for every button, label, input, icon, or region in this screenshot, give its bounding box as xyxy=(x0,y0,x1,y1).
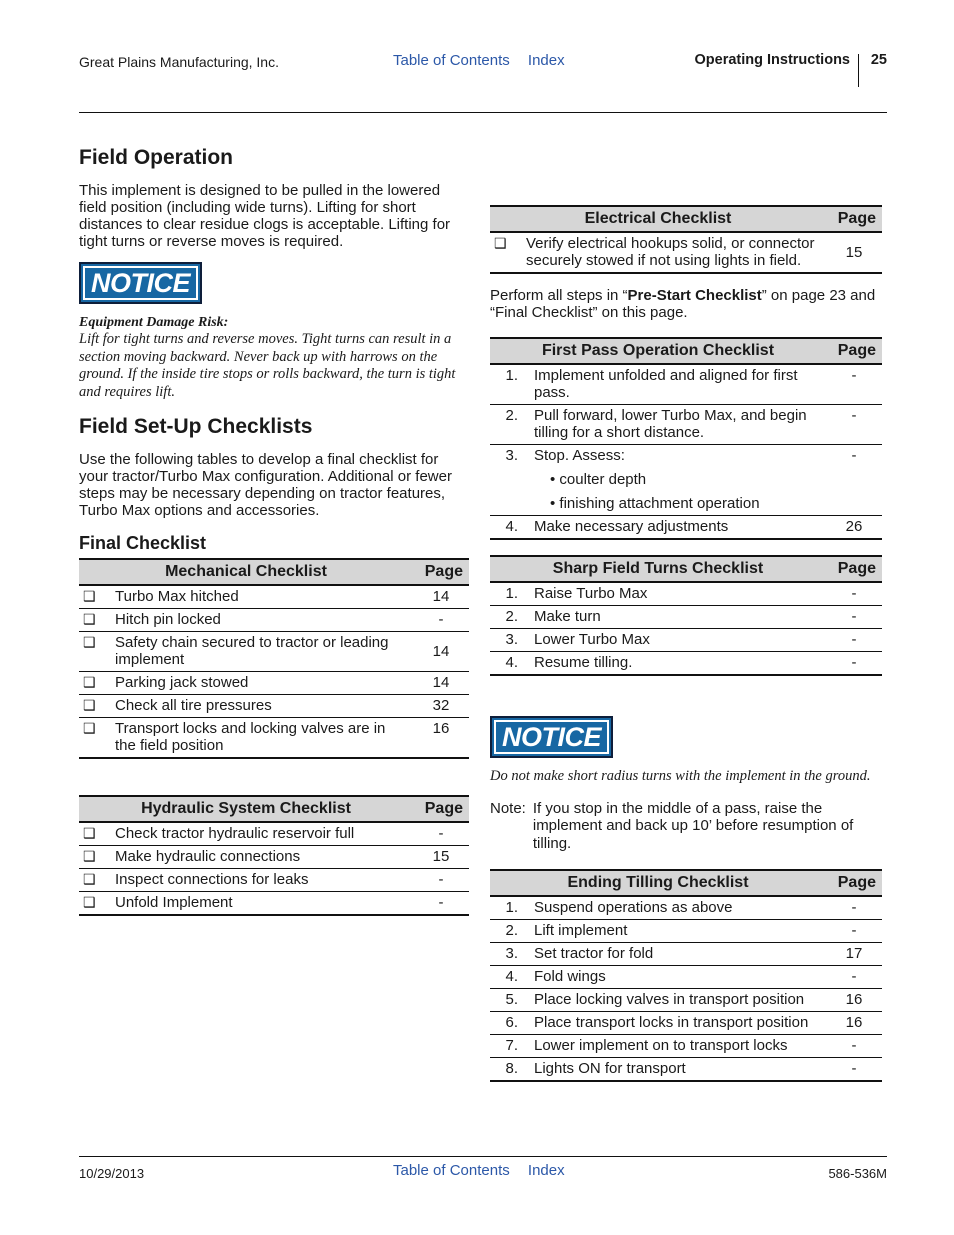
step-number: 8. xyxy=(490,1058,530,1082)
step-text: Fold wings xyxy=(530,966,826,989)
step-number: 1. xyxy=(490,896,530,920)
page-ref: 14 xyxy=(413,672,469,695)
table-row xyxy=(490,989,882,1012)
table-row xyxy=(79,822,469,846)
page-ref: - xyxy=(826,966,882,989)
table-row xyxy=(490,943,882,966)
sharp-turns-checklist-header: Sharp Field Turns Checklist xyxy=(490,556,826,582)
electrical-checklist-header: Electrical Checklist xyxy=(490,206,826,232)
table-row xyxy=(79,718,469,759)
checkbox-icon[interactable]: ❑ xyxy=(79,632,111,672)
table-row xyxy=(490,920,882,943)
checkbox-icon[interactable]: ❑ xyxy=(79,822,111,846)
step-text: Suspend operations as above xyxy=(530,896,826,920)
step-number: 4. xyxy=(490,652,530,676)
step-number: 2. xyxy=(490,920,530,943)
page-ref: 26 xyxy=(826,516,882,540)
page-ref: - xyxy=(826,652,882,676)
step-text: Make turn xyxy=(530,606,826,629)
page-header xyxy=(79,50,887,90)
step-number: 3. xyxy=(490,943,530,966)
step-text: Place transport locks in transport position xyxy=(530,1012,826,1035)
item-text: Check tractor hydraulic reservoir full xyxy=(111,822,413,846)
checkbox-icon[interactable]: ❑ xyxy=(79,695,111,718)
mechanical-checklist-table xyxy=(79,558,469,759)
step-text: Raise Turbo Max xyxy=(530,582,826,606)
notice-text: Do not make short radius turns with the implement in the ground. xyxy=(490,768,871,784)
table-row xyxy=(490,445,882,516)
page-number: 25 xyxy=(870,52,887,68)
table-row xyxy=(79,869,469,892)
hydraulic-checklist-table xyxy=(79,795,469,916)
table-row xyxy=(490,582,882,606)
table-row xyxy=(490,966,882,989)
page-ref: - xyxy=(826,920,882,943)
page-ref: - xyxy=(413,869,469,892)
left-column xyxy=(79,146,469,916)
table-row xyxy=(490,896,882,920)
note-text: If you stop in the middle of a pass, raise the implement and back up 10’ before resumption of tilling. xyxy=(532,799,854,852)
step-number: 3. xyxy=(490,629,530,652)
checkbox-icon[interactable]: ❑ xyxy=(79,869,111,892)
step-text: Lower Turbo Max xyxy=(530,629,826,652)
table-row xyxy=(490,606,882,629)
electrical-checklist-table xyxy=(490,205,882,274)
item-text: Unfold Implement xyxy=(111,892,413,916)
step-number: 4. xyxy=(490,966,530,989)
field-operation-body: This implement is designed to be pulled in the lowered field position (including wide turns). Lifting for short distances to clear residue clogs is acceptable. Lifting for tight turns or reverse moves is required. xyxy=(79,182,451,250)
note-block xyxy=(490,800,882,853)
item-text: Check all tire pressures xyxy=(111,695,413,718)
page-column-header: Page xyxy=(826,338,882,364)
notice-label: NOTICE xyxy=(83,266,198,300)
table-row xyxy=(79,846,469,869)
section-title: Operating Instructions xyxy=(694,52,850,68)
page-ref: 15 xyxy=(413,846,469,869)
first-pass-checklist-table xyxy=(490,337,882,540)
page-ref: - xyxy=(413,822,469,846)
header-divider xyxy=(858,54,859,87)
footer-date: 10/29/2013 xyxy=(79,1166,145,1181)
step-text: Place locking valves in transport position xyxy=(530,989,826,1012)
footer-rule xyxy=(79,1156,887,1157)
page-ref: - xyxy=(826,1035,882,1058)
mechanical-checklist-header: Mechanical Checklist xyxy=(79,559,413,585)
document-number: 586-536M xyxy=(828,1166,887,1181)
page-ref: 15 xyxy=(826,232,882,273)
checkbox-icon[interactable]: ❑ xyxy=(79,892,111,916)
page-column-header: Page xyxy=(413,796,469,822)
page-footer xyxy=(79,1156,887,1181)
page-ref: 16 xyxy=(826,1012,882,1035)
step-text: Lift implement xyxy=(530,920,826,943)
table-row xyxy=(490,232,882,273)
item-text: Hitch pin locked xyxy=(111,609,413,632)
step-number: 2. xyxy=(490,606,530,629)
table-row xyxy=(490,405,882,445)
index-link[interactable]: Index xyxy=(527,1162,565,1179)
page-ref: - xyxy=(413,609,469,632)
page-column-header: Page xyxy=(826,556,882,582)
step-text: Pull forward, lower Turbo Max, and begin tilling for a short distance. xyxy=(530,405,826,445)
item-text: Inspect connections for leaks xyxy=(111,869,413,892)
page-ref: - xyxy=(826,629,882,652)
page-column-header: Page xyxy=(826,870,882,896)
step-number: 6. xyxy=(490,1012,530,1035)
step-text: Implement unfolded and aligned for first pass. xyxy=(530,364,826,405)
step-number: 3. xyxy=(490,445,530,516)
page-ref: - xyxy=(826,405,882,445)
item-text: Make hydraulic connections xyxy=(111,846,413,869)
table-row xyxy=(490,1012,882,1035)
item-text: Parking jack stowed xyxy=(111,672,413,695)
page-ref: 16 xyxy=(413,718,469,759)
table-row xyxy=(79,892,469,916)
step-text: Make necessary adjustments xyxy=(530,516,826,540)
index-link[interactable]: Index xyxy=(527,52,565,69)
table-row xyxy=(79,585,469,609)
table-row xyxy=(490,629,882,652)
item-text: Safety chain secured to tractor or leading implement xyxy=(111,632,413,672)
right-column xyxy=(490,205,882,1082)
table-row xyxy=(490,652,882,676)
step-text: Lights ON for transport xyxy=(530,1058,826,1082)
item-text: Turbo Max hitched xyxy=(111,585,413,609)
header-rule xyxy=(79,112,887,113)
field-operation-title: Field Operation xyxy=(79,146,234,169)
step-number: 5. xyxy=(490,989,530,1012)
checkbox-icon[interactable]: ❑ xyxy=(79,846,111,869)
setup-body: Use the following tables to develop a final checklist for your tractor/Turbo Max configuration. Additional or fewer steps may be necessary depending on tractor features, Turbo Max options and accessories. xyxy=(79,451,452,519)
step-number: 2. xyxy=(490,405,530,445)
header-links xyxy=(393,52,579,69)
sharp-turns-checklist-table xyxy=(490,555,882,676)
table-row xyxy=(79,672,469,695)
step-cell xyxy=(530,445,826,516)
item-text: Verify electrical hookups solid, or connector securely stowed if not using lights in field. xyxy=(522,232,826,273)
step-text: Resume tilling. xyxy=(530,652,826,676)
page-ref: 32 xyxy=(413,695,469,718)
first-pass-checklist-header: First Pass Operation Checklist xyxy=(490,338,826,364)
table-row xyxy=(79,609,469,632)
page-ref: 17 xyxy=(826,943,882,966)
table-row xyxy=(79,632,469,672)
bullet-text: finishing attachment operation xyxy=(559,495,760,512)
notice-badge xyxy=(79,262,202,304)
perform-steps-text xyxy=(490,287,882,321)
page-column-header: Page xyxy=(413,559,469,585)
page-ref: - xyxy=(413,892,469,916)
table-row xyxy=(79,695,469,718)
bullet-text: coulter depth xyxy=(559,471,647,488)
checkbox-icon[interactable]: ❑ xyxy=(79,609,111,632)
table-row xyxy=(490,1035,882,1058)
hydraulic-checklist-header: Hydraulic System Checklist xyxy=(79,796,413,822)
ending-tilling-checklist-table xyxy=(490,869,882,1082)
step-number: 1. xyxy=(490,582,530,606)
setup-title: Field Set-Up Checklists xyxy=(79,415,313,438)
notice-text: Lift for tight turns and reverse moves. Tight turns can result in a section moving backward. Never back up with harrows on the ground. If the inside tire stops or rolls backward, the turn is tight and requires lift. xyxy=(79,331,456,400)
ending-tilling-checklist-header: Ending Tilling Checklist xyxy=(490,870,826,896)
page-ref: 14 xyxy=(413,585,469,609)
bullet-item: • coulter depth xyxy=(550,471,647,488)
checkbox-icon[interactable]: ❑ xyxy=(490,232,522,273)
checkbox-icon[interactable]: ❑ xyxy=(79,672,111,695)
step-text: Lower implement on to transport locks xyxy=(530,1035,826,1058)
note-label: Note: xyxy=(490,799,526,817)
page-ref: - xyxy=(826,1058,882,1082)
item-text: Transport locks and locking valves are in the field position xyxy=(111,718,413,759)
page-ref: 16 xyxy=(826,989,882,1012)
step-text: Stop. Assess: xyxy=(534,447,625,464)
page-column-header: Page xyxy=(826,206,882,232)
final-checklist-title: Final Checklist xyxy=(79,533,207,553)
step-number: 4. xyxy=(490,516,530,540)
page-ref: - xyxy=(826,364,882,405)
step-number: 7. xyxy=(490,1035,530,1058)
table-row xyxy=(490,364,882,405)
checkbox-icon[interactable]: ❑ xyxy=(79,718,111,759)
step-text: Set tractor for fold xyxy=(530,943,826,966)
page-ref: 14 xyxy=(413,632,469,672)
company-name: Great Plains Manufacturing, Inc. xyxy=(79,54,279,70)
step-number: 1. xyxy=(490,364,530,405)
footer-links xyxy=(393,1162,579,1179)
notice-heading: Equipment Damage Risk: xyxy=(79,315,229,330)
page-ref: - xyxy=(826,445,882,516)
notice-badge xyxy=(490,716,613,758)
prestart-checklist-ref: Pre-Start Checklist xyxy=(627,287,762,304)
page-ref: - xyxy=(826,896,882,920)
notice-label: NOTICE xyxy=(494,720,609,754)
page-ref: - xyxy=(826,606,882,629)
perform-prefix: Perform all steps in “ xyxy=(490,287,628,304)
perform-suffix: ” on page 23 and “Final Checklist” on this page. xyxy=(490,287,876,321)
table-row xyxy=(490,516,882,540)
bullet-item: • finishing attachment operation xyxy=(550,495,760,512)
toc-link[interactable]: Table of Contents xyxy=(393,52,510,69)
toc-link[interactable]: Table of Contents xyxy=(393,1162,510,1179)
table-row xyxy=(490,1058,882,1082)
checkbox-icon[interactable]: ❑ xyxy=(79,585,111,609)
page-ref: - xyxy=(826,582,882,606)
